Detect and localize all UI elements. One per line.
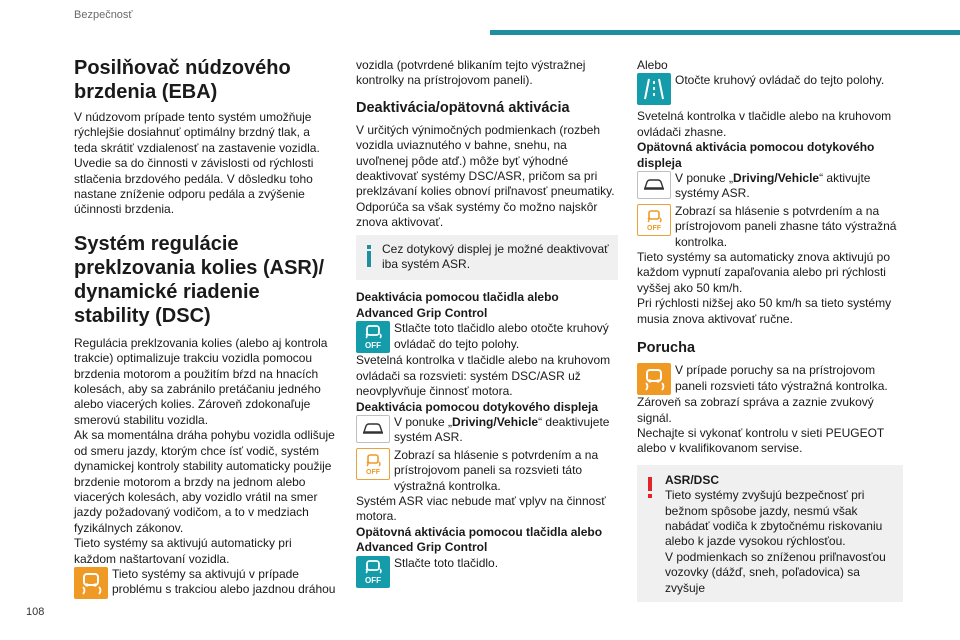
fault-row	[637, 363, 903, 395]
deactivation-text: V určitých výnimočných podmienkach (rozbeh vozidla uviaznutého v bahne, snehu, na uvoľnenej pôde atď.) môže byť výhodné deaktivovať systémy DSC/ASR, pričom sa pri preklzávaní kolies obnoví priľnavosť pneumatiky. Odporúča sa však systémy čo možno najskôr znova aktivovať.	[356, 122, 615, 230]
svg-text:OFF: OFF	[647, 224, 661, 232]
deactivation-heading: Deaktivácia/opätovná aktivácia	[356, 99, 570, 116]
car-menu-icon	[356, 415, 390, 443]
off-label: OFF	[365, 341, 381, 351]
asr-paragraph-3: Tieto systémy sa aktivujú automaticky pri každom naštartovaní vozidla.	[74, 536, 292, 566]
touch-deact-row	[356, 415, 618, 446]
asr-heading: Systém regulácie preklzovania kolies (ASR)/ dynamické riadenie stability (DSC)	[74, 232, 325, 327]
touch-after-text: Systém ASR viac nebude mať vplyv na činnosť motora.	[356, 493, 606, 524]
column-2	[356, 58, 618, 588]
agc-after-text: Svetelná kontrolka v tlačidle alebo na kruhovom ovládači sa rozsvieti: systém DSC/ASR už neovplyvňuje činnosť motora.	[356, 353, 611, 399]
fault-check-text: Nechajte si vykonať kontrolu v sieti PEUGEOT alebo v kvalifikovanom servise.	[637, 425, 885, 456]
esc-off-icon	[356, 321, 390, 353]
below50-text: Pri rýchlosti nižšej ako 50 km/h sa tieto systémy musia znova aktivovať ručne.	[637, 296, 892, 326]
alebo-text: Alebo	[637, 58, 668, 72]
exclamation-icon	[645, 473, 659, 596]
warning-body	[665, 473, 895, 596]
react-row	[356, 556, 618, 588]
skid-warning-icon	[74, 567, 108, 599]
agc-text: Stlačte toto tlačidlo alebo otočte kruhový ovládač do tejto polohy.	[394, 321, 609, 351]
touch-msg-row	[637, 204, 903, 250]
esc-off-button-icon	[356, 556, 390, 588]
asr-active-row	[74, 567, 336, 599]
car-menu-icon-2	[637, 171, 671, 199]
fault-text: V prípade poruchy sa na prístrojovom paneli rozsvieti táto výstražná kontrolka.	[675, 363, 888, 393]
info-icon	[364, 242, 374, 273]
info-text: Cez dotykový displej je možné deaktivovať iba systém ASR.	[382, 241, 609, 272]
touch-warn-row	[356, 448, 618, 494]
header-accent-bar	[490, 30, 960, 35]
eba-heading: Posilňovač núdzového brzdenia (EBA)	[74, 57, 291, 103]
section-label: Bezpečnosť	[74, 9, 133, 21]
warning-title: ASR/DSC	[665, 472, 720, 487]
touch-deact-text: V ponuke „Driving/Vehicle“ deaktivujete systém ASR.	[394, 414, 610, 445]
agc-heading: Deaktivácia pomocou tlačidla alebo Advanced Grip Control	[356, 290, 559, 320]
dial-row	[637, 73, 903, 105]
lamp-off-text: Svetelná kontrolka v tlačidle alebo na kruhovom ovládači zhasne.	[637, 109, 892, 139]
esc-off-warning-icon-2	[637, 204, 671, 236]
column-3	[637, 58, 903, 602]
fault-after-text: Zároveň sa zobrazí správa a zaznie zvukový signál.	[637, 395, 874, 425]
react-text: Stlačte toto tlačidlo.	[394, 555, 499, 570]
esc-off-warning-icon	[356, 448, 390, 480]
reactivation-heading: Opätovná aktivácia pomocou tlačidla alebo Advanced Grip Control	[356, 524, 603, 555]
asr-active-text: Tieto systémy sa aktivujú v prípade problému s trakciou alebo jazdnou dráhou	[112, 566, 336, 597]
road-dial-icon	[637, 73, 671, 105]
touch-warn-text: Zobrazí sa hlásenie s potvrdením a na prístrojovom paneli sa rozsvieti táto výstražná kontrolka.	[394, 447, 599, 493]
warning-paragraph-2: V podmienkach so zníženou priľnavosťou vozovky (dážď, sneh, poľadovica) sa zvyšuje	[665, 549, 886, 595]
svg-text:OFF: OFF	[365, 575, 381, 585]
dial-text: Otočte kruhový ovládač do tejto polohy.	[675, 73, 885, 88]
warning-paragraph-1: Tieto systémy zvyšujú bezpečnosť pri bežnom spôsobe jazdy, nesmú však nabádať vodiča k zbytočnému riskovaniu alebo k jazde vysokou rýchlosťou.	[665, 488, 883, 549]
touch-react-row	[637, 171, 903, 202]
touch-deact-heading: Deaktivácia pomocou dotykového displeja	[356, 399, 599, 414]
asr-paragraph-1: Regulácia preklzovania kolies (alebo aj kontrola trakcie) optimalizuje trakciu vozidla pomocou brzdenia motorom a použitím bŕzd na hnacích kolesách, aby sa zabránilo pretáčaniu jedného alebo viacerých kolies. Zároveň zdokonaľuje smerovú stabilitu vozidla.	[74, 335, 328, 427]
svg-text:OFF: OFF	[366, 468, 380, 476]
asr-paragraph-2: Ak sa momentálna dráha pohybu vozidla odlišuje od smeru jazdy, ktorým chce ísť vodič, systém dynamickej kontroly stability automaticky použije brzdenie motorom a brzdy na jednom alebo viacerých kolesách, aby vozidlo vrátil na smer jazdy požadovaný vodičom, a to v medziach fyzikálnych zákonov.	[74, 428, 335, 535]
auto-react-text: Tieto systémy sa automaticky znova aktivujú po každom vypnutí zapaľovania alebo pri rýchlosti vyššej ako 50 km/h.	[637, 250, 890, 295]
column-1	[74, 56, 336, 599]
agc-row	[356, 321, 618, 353]
continuation-text: vozidla (potvrdené blikaním tejto výstražnej kontrolky na prístrojovom paneli).	[356, 58, 586, 88]
touch-react-heading: Opätovná aktivácia pomocou dotykového displeja	[637, 140, 875, 170]
fault-heading: Porucha	[637, 340, 696, 357]
touch-msg-text: Zobrazí sa hlásenie s potvrdením a na prístrojovom paneli zhasne táto výstražná kontrolka.	[675, 203, 897, 249]
skid-fault-icon	[637, 363, 671, 395]
touch-react-text: V ponuke „Driving/Vehicle“ aktivujte systémy ASR.	[675, 171, 871, 201]
eba-text: V núdzovom prípade tento systém umožňuje rýchlejšie dosiahnuť optimálny brzdný tlak, a teda skrátiť vzdialenosť na zastavenie vozidla. Uvedie sa do činnosti v závislosti od rýchlosti stlačenia brzdového pedála. V dôsledku toho nastane zníženie odporu pedála a zvýšenie účinnosti brzdenia.	[74, 110, 320, 217]
warning-note	[637, 465, 903, 602]
page-number: 108	[26, 606, 45, 618]
info-note	[356, 235, 618, 281]
